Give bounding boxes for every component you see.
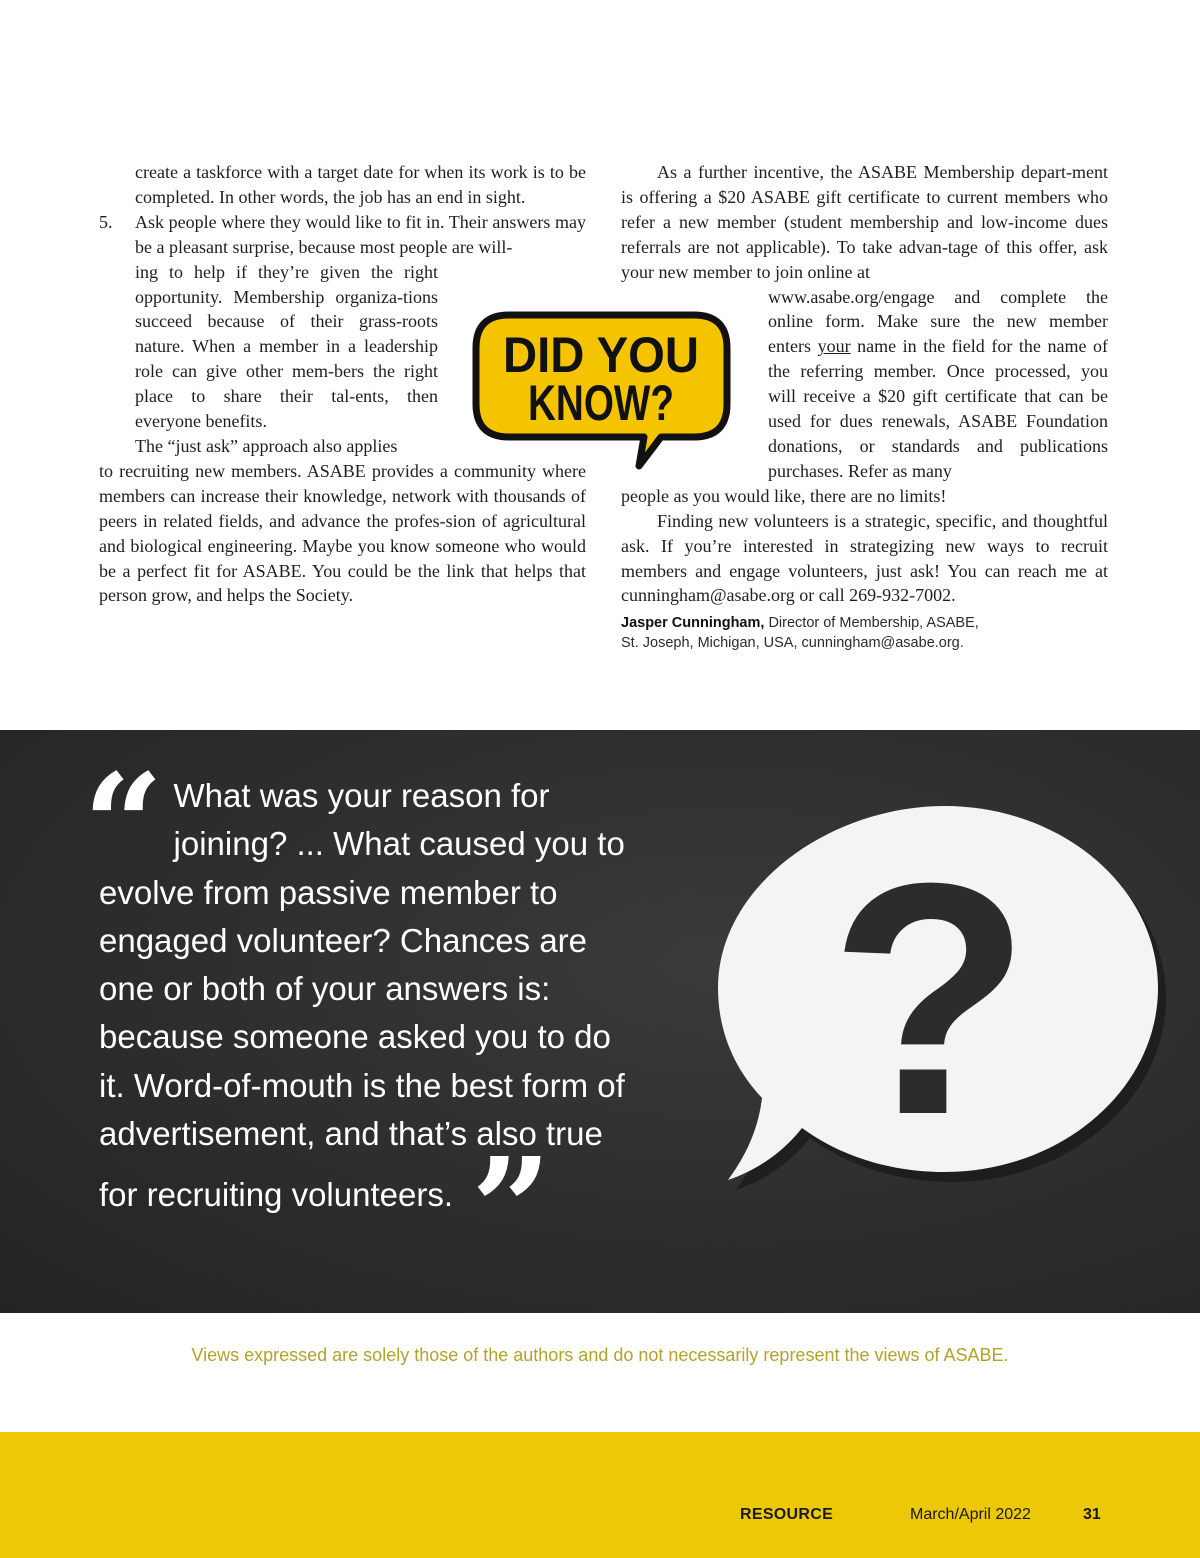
list-item-5 <box>99 210 586 260</box>
question-speech-bubble <box>700 788 1170 1198</box>
pull-quote-text: What was your reason for joining? ... What caused you to evolve from passive member to engaged volunteer? Chances are one or both of your answers is: because someone asked you to do it. Word-of-mouth is the best form of advertisement, and that’s also true for recruiting volunteers. <box>99 777 625 1214</box>
question-mark-icon: ? <box>829 814 1031 1183</box>
author-title: Director of Membership, ASABE, <box>768 615 979 632</box>
magazine-name: RESOURCE <box>740 1506 834 1523</box>
paragraph-finding-volunteers: Finding new volunteers is a strategic, specific, and thoughtful ask. If you’re interested in strategizing new ways to recruit members and engage volunteers, just ask! You can reach me at cunningham@asabe.org or call 269-932-7002. <box>621 510 1108 606</box>
engage-text-a: www.asabe.org/engage and complete the online form. Make sure the new member enters <box>768 286 1108 357</box>
list-item-text: Ask people where they would like to fit in. Their answers may be a pleasant surprise, because most people are will- <box>135 211 586 257</box>
paragraph-recruiting: to recruiting new members. ASABE provides a community where members can increase their knowledge, network with thousands of peers in related fields, and advance the profes-sion of agricultural and biological engineering. Maybe you know someone who would be a perfect fit for ASABE. You could be the link that helps that person grow, and helps the Society. <box>99 460 586 606</box>
page-number: 31 <box>1083 1506 1101 1523</box>
open-quote-mark: “ <box>83 744 164 908</box>
did-you-know-badge <box>469 308 734 473</box>
author-address: St. Joseph, Michigan, USA, cunningham@asabe.org. <box>621 634 964 651</box>
paragraph-engage <box>768 285 1108 484</box>
your-underlined: your <box>817 336 851 357</box>
badge-line-1: DID YOU <box>503 327 699 383</box>
list-number: 5. <box>99 211 113 232</box>
paragraph-incentive: As a further incentive, the ASABE Membership depart-ment is offering a $20 ASABE gift certificate to current members who refer a new member (student membership and low-income dues referrals are not applicable). To take advan-tage of this offer, ask your new member to join online at <box>621 162 1108 282</box>
issue-date: March/April 2022 <box>910 1506 1031 1523</box>
paragraph-just-ask: The “just ask” approach also applies <box>135 435 398 456</box>
author-signature <box>621 614 1108 653</box>
paragraph-continued: create a taskforce with a target date for when its work is to be completed. In other words, the job has an end in sight. <box>135 162 586 207</box>
engage-text-b: name in the field for the name of the referring member. Once processed, you will receive a $20 gift certificate that can be used for dues renewals, ASABE Foundation donations, or standards and publications purchases. Refer as many <box>768 336 1109 481</box>
badge-line-2: KNOW? <box>528 375 674 431</box>
disclaimer: Views expressed are solely those of the authors and do not necessarily represent the views of ASABE. <box>191 1345 1009 1365</box>
paragraph-no-limits: people as you would like, there are no limits! <box>621 485 947 506</box>
pull-quote: “ What was your reason for joining? ... What caused you to evolve from passive member to engaged volunteer? Chances are one or both of your answers is: because someone asked you to do it. Word-of-mouth is the best form of advertisement, and that’s also true for recruiting volunteers. ” <box>83 744 625 1293</box>
author-name: Jasper Cunningham, <box>621 615 765 632</box>
page-footer <box>0 1432 1200 1558</box>
list-item-5-wrap: ing to help if they’re given the right opportunity. Membership organiza-tions succeed because of their grass-roots nature. When a member in a leadership role can give other mem-bers the right place to share their tal-ents, then everyone benefits. <box>135 261 438 432</box>
